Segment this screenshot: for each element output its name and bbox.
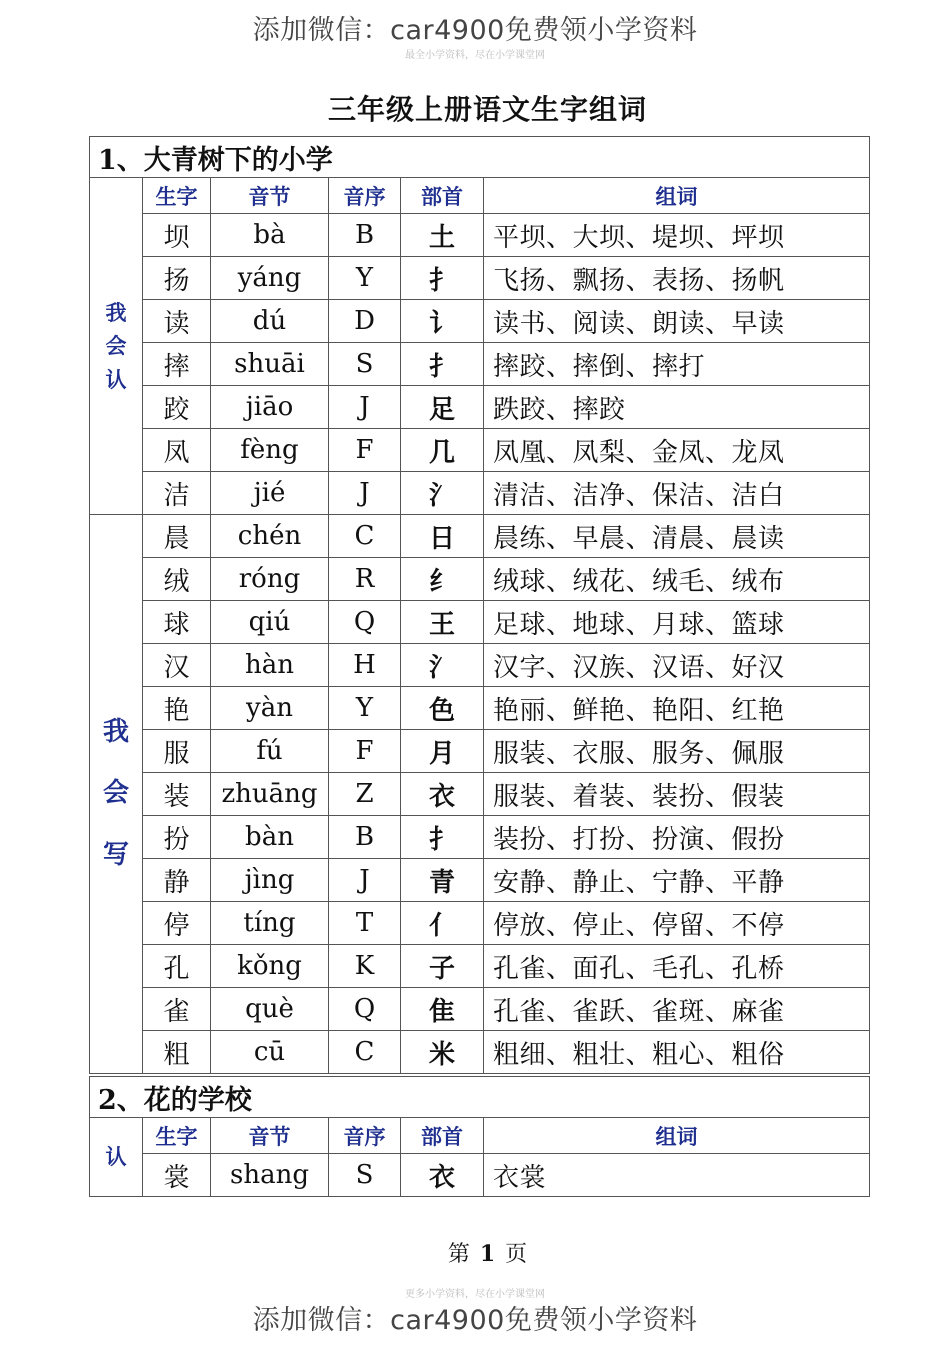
words-cell: 停放、停止、停留、不停 xyxy=(484,902,870,945)
header-char: 生字 xyxy=(143,178,211,214)
words-cell: 绒球、绒花、绒毛、绒布 xyxy=(484,558,870,601)
sequence-cell: C xyxy=(329,515,401,558)
char-cell: 汉 xyxy=(143,644,211,687)
char-cell: 摔 xyxy=(143,343,211,386)
words-cell: 粗细、粗壮、粗心、粗俗 xyxy=(484,1031,870,1074)
table-row xyxy=(90,429,870,472)
pinyin-cell: kǒng xyxy=(211,945,329,988)
radical-cell: 氵 xyxy=(401,472,484,515)
group-write-char: 会 xyxy=(102,778,129,809)
radical-cell: 纟 xyxy=(401,558,484,601)
header-pinyin: 音节 xyxy=(211,178,329,214)
radical-cell: 足 xyxy=(401,386,484,429)
pinyin-cell: jiāo xyxy=(211,386,329,429)
sequence-cell: B xyxy=(329,816,401,859)
pinyin-cell: cū xyxy=(211,1031,329,1074)
header-words: 组词 xyxy=(484,178,870,214)
pinyin-cell: jié xyxy=(211,472,329,515)
radical-cell: 衣 xyxy=(401,1154,484,1197)
group-recognize-char: 我 xyxy=(105,299,127,325)
pinyin-cell: bà xyxy=(211,214,329,257)
radical-cell: 月 xyxy=(401,730,484,773)
words-cell: 读书、阅读、朗读、早读 xyxy=(484,300,870,343)
words-cell: 安静、静止、宁静、平静 xyxy=(484,859,870,902)
sequence-cell: J xyxy=(329,386,401,429)
words-cell: 装扮、打扮、扮演、假扮 xyxy=(484,816,870,859)
sequence-cell: J xyxy=(329,472,401,515)
lesson1-title: 1、大青树下的小学 xyxy=(90,137,870,178)
pinyin-cell: què xyxy=(211,988,329,1031)
pinyin-cell: tíng xyxy=(211,902,329,945)
radical-cell: 米 xyxy=(401,1031,484,1074)
radical-cell: 扌 xyxy=(401,343,484,386)
words-cell: 清洁、洁净、保洁、洁白 xyxy=(484,472,870,515)
words-cell: 艳丽、鲜艳、艳阳、红艳 xyxy=(484,687,870,730)
pinyin-cell: shuāi xyxy=(211,343,329,386)
group-write-char: 我 xyxy=(102,716,129,747)
faint-header-text: 最全小学资料，尽在小学课堂网 xyxy=(405,50,545,61)
group-write-char: 写 xyxy=(102,839,129,870)
char-cell: 晨 xyxy=(143,515,211,558)
char-cell: 扬 xyxy=(143,257,211,300)
pinyin-cell: zhuāng xyxy=(211,773,329,816)
char-cell: 停 xyxy=(143,902,211,945)
char-cell: 绒 xyxy=(143,558,211,601)
sequence-cell: Q xyxy=(329,601,401,644)
watermark-bottom: 添加微信：car4900免费领小学资料 xyxy=(252,1305,698,1336)
words-cell: 跌跤、摔跤 xyxy=(484,386,870,429)
table-row xyxy=(90,300,870,343)
table-row xyxy=(90,859,870,902)
group-recognize-lesson2: 认 xyxy=(90,1118,143,1197)
header-sequence: 音序 xyxy=(329,1118,401,1154)
pinyin-cell: fèng xyxy=(211,429,329,472)
table-row xyxy=(90,902,870,945)
pinyin-cell: jìng xyxy=(211,859,329,902)
char-cell: 球 xyxy=(143,601,211,644)
table-row xyxy=(90,472,870,515)
lesson1-table xyxy=(89,136,870,1074)
words-cell: 飞扬、飘扬、表扬、扬帆 xyxy=(484,257,870,300)
char-cell: 静 xyxy=(143,859,211,902)
header-row xyxy=(90,1118,870,1154)
radical-cell: 色 xyxy=(401,687,484,730)
radical-cell: 青 xyxy=(401,859,484,902)
words-cell: 服装、着装、装扮、假装 xyxy=(484,773,870,816)
header-row xyxy=(90,178,870,214)
sequence-cell: T xyxy=(329,902,401,945)
pinyin-cell: chén xyxy=(211,515,329,558)
radical-cell: 日 xyxy=(401,515,484,558)
radical-cell: 几 xyxy=(401,429,484,472)
table-row xyxy=(90,214,870,257)
radical-cell: 讠 xyxy=(401,300,484,343)
table-row xyxy=(90,257,870,300)
char-cell: 裳 xyxy=(143,1154,211,1197)
table-row xyxy=(90,687,870,730)
table-row xyxy=(90,988,870,1031)
sequence-cell: H xyxy=(329,644,401,687)
sequence-cell: C xyxy=(329,1031,401,1074)
pinyin-cell: yàn xyxy=(211,687,329,730)
pinyin-cell: róng xyxy=(211,558,329,601)
pinyin-cell: fú xyxy=(211,730,329,773)
words-cell: 晨练、早晨、清晨、晨读 xyxy=(484,515,870,558)
sequence-cell: B xyxy=(329,214,401,257)
group-recognize xyxy=(90,178,143,515)
sequence-cell: F xyxy=(329,429,401,472)
sequence-cell: Y xyxy=(329,257,401,300)
table-row xyxy=(90,773,870,816)
sequence-cell: S xyxy=(329,343,401,386)
table-row xyxy=(90,515,870,558)
radical-cell: 土 xyxy=(401,214,484,257)
table-row xyxy=(90,1031,870,1074)
pinyin-cell: hàn xyxy=(211,644,329,687)
sequence-cell: K xyxy=(329,945,401,988)
page-number: 第 1 页 xyxy=(447,1241,528,1267)
words-cell: 凤凰、凤梨、金凤、龙凤 xyxy=(484,429,870,472)
sequence-cell: Q xyxy=(329,988,401,1031)
words-cell: 孔雀、雀跃、雀斑、麻雀 xyxy=(484,988,870,1031)
sequence-cell: J xyxy=(329,859,401,902)
sequence-cell: R xyxy=(329,558,401,601)
header-radical: 部首 xyxy=(401,178,484,214)
char-cell: 艳 xyxy=(143,687,211,730)
header-words: 组词 xyxy=(484,1118,870,1154)
char-cell: 坝 xyxy=(143,214,211,257)
radical-cell: 氵 xyxy=(401,644,484,687)
words-cell: 服装、衣服、服务、佩服 xyxy=(484,730,870,773)
table-row xyxy=(90,816,870,859)
words-cell: 衣裳 xyxy=(484,1154,870,1197)
radical-cell: 子 xyxy=(401,945,484,988)
header-char: 生字 xyxy=(143,1118,211,1154)
char-cell: 跤 xyxy=(143,386,211,429)
words-cell: 孔雀、面孔、毛孔、孔桥 xyxy=(484,945,870,988)
table-row xyxy=(90,1154,870,1197)
pinyin-cell: shang xyxy=(211,1154,329,1197)
sequence-cell: S xyxy=(329,1154,401,1197)
words-cell: 平坝、大坝、堤坝、坪坝 xyxy=(484,214,870,257)
header-pinyin: 音节 xyxy=(211,1118,329,1154)
table-row xyxy=(90,945,870,988)
char-cell: 凤 xyxy=(143,429,211,472)
table-row xyxy=(90,601,870,644)
char-cell: 装 xyxy=(143,773,211,816)
watermark-top: 添加微信：car4900免费领小学资料 xyxy=(252,15,698,46)
pinyin-cell: yáng xyxy=(211,257,329,300)
radical-cell: 隹 xyxy=(401,988,484,1031)
faint-footer-text: 更多小学资料，尽在小学课堂网 xyxy=(405,1289,545,1300)
document-title: 三年级上册语文生字组词 xyxy=(327,93,647,126)
radical-cell: 王 xyxy=(401,601,484,644)
group-write xyxy=(90,515,143,1074)
char-cell: 粗 xyxy=(143,1031,211,1074)
char-cell: 服 xyxy=(143,730,211,773)
radical-cell: 衣 xyxy=(401,773,484,816)
words-cell: 足球、地球、月球、篮球 xyxy=(484,601,870,644)
sequence-cell: D xyxy=(329,300,401,343)
table-row xyxy=(90,558,870,601)
lesson2-title: 2、花的学校 xyxy=(90,1077,870,1118)
table-row xyxy=(90,343,870,386)
group-recognize-char: 认 xyxy=(105,366,127,392)
pinyin-cell: qiú xyxy=(211,601,329,644)
table-row xyxy=(90,730,870,773)
sequence-cell: F xyxy=(329,730,401,773)
words-cell: 摔跤、摔倒、摔打 xyxy=(484,343,870,386)
char-cell: 雀 xyxy=(143,988,211,1031)
char-cell: 孔 xyxy=(143,945,211,988)
radical-cell: 扌 xyxy=(401,257,484,300)
char-cell: 扮 xyxy=(143,816,211,859)
table-row xyxy=(90,644,870,687)
radical-cell: 亻 xyxy=(401,902,484,945)
char-cell: 读 xyxy=(143,300,211,343)
radical-cell: 扌 xyxy=(401,816,484,859)
char-cell: 洁 xyxy=(143,472,211,515)
table-row xyxy=(90,386,870,429)
header-sequence: 音序 xyxy=(329,178,401,214)
sequence-cell: Y xyxy=(329,687,401,730)
group-recognize-char: 会 xyxy=(105,333,127,359)
header-radical: 部首 xyxy=(401,1118,484,1154)
pinyin-cell: dú xyxy=(211,300,329,343)
pinyin-cell: bàn xyxy=(211,816,329,859)
lesson2-table xyxy=(89,1076,870,1197)
sequence-cell: Z xyxy=(329,773,401,816)
words-cell: 汉字、汉族、汉语、好汉 xyxy=(484,644,870,687)
